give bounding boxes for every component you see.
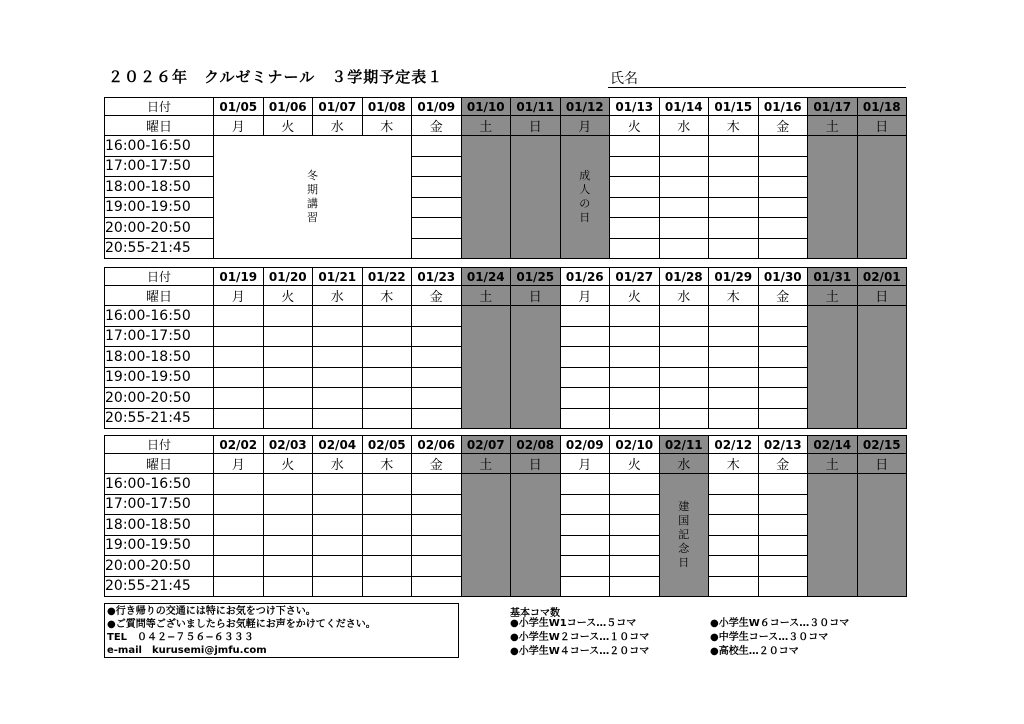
course-list-left xyxy=(510,617,649,659)
weekday-cell: 水 xyxy=(659,454,709,474)
schedule-cell[interactable] xyxy=(412,326,462,347)
schedule-cell[interactable] xyxy=(263,494,313,515)
schedule-cell[interactable] xyxy=(758,238,808,259)
schedule-cell[interactable] xyxy=(214,347,264,368)
date-cell: 01/14 xyxy=(659,98,709,116)
schedule-table-week-1 xyxy=(104,97,907,259)
weekday-cell: 金 xyxy=(412,454,462,474)
weekday-cell: 木 xyxy=(709,286,759,306)
closed-day-cell xyxy=(511,136,561,259)
weekday-cell: 日 xyxy=(511,286,561,306)
time-slot-label: 18:00-18:50 xyxy=(105,177,214,198)
schedule-cell[interactable] xyxy=(610,218,660,239)
schedule-cell[interactable] xyxy=(709,556,759,577)
date-cell: 01/10 xyxy=(461,98,511,116)
time-slot-label: 16:00-16:50 xyxy=(105,306,214,327)
schedule-cell[interactable] xyxy=(659,238,709,259)
schedule-cell[interactable] xyxy=(362,388,412,409)
schedule-cell[interactable] xyxy=(263,347,313,368)
weekday-cell: 月 xyxy=(560,454,610,474)
schedule-table-week-2 xyxy=(104,267,907,429)
schedule-cell[interactable] xyxy=(610,306,660,327)
weekday-cell: 土 xyxy=(461,116,511,136)
schedule-cell[interactable] xyxy=(412,494,462,515)
weekday-cell: 火 xyxy=(263,116,313,136)
schedule-cell[interactable] xyxy=(758,347,808,368)
closed-day-cell xyxy=(808,306,858,429)
schedule-cell[interactable] xyxy=(214,408,264,429)
schedule-cell[interactable] xyxy=(659,156,709,177)
weekday-cell: 日 xyxy=(511,116,561,136)
page-title: ２０２６年 クルゼミナール ３学期予定表１ xyxy=(108,68,444,86)
schedule-cell[interactable] xyxy=(560,408,610,429)
course-title: 基本コマ数 xyxy=(510,608,560,619)
schedule-cell[interactable] xyxy=(610,177,660,198)
date-cell: 01/05 xyxy=(214,98,264,116)
event-note-text: 建国記念日 xyxy=(678,500,690,569)
closed-day-cell xyxy=(857,474,907,597)
schedule-cell[interactable] xyxy=(362,408,412,429)
schedule-cell[interactable] xyxy=(313,474,363,495)
schedule-cell[interactable] xyxy=(412,306,462,327)
schedule-cell[interactable] xyxy=(313,408,363,429)
schedule-cell[interactable] xyxy=(560,494,610,515)
schedule-cell[interactable] xyxy=(362,515,412,536)
course-item: ●小学生W４コース…２０コマ xyxy=(510,646,650,657)
time-slot-label: 20:55-21:45 xyxy=(105,238,214,259)
schedule-cell[interactable] xyxy=(362,474,412,495)
schedule-cell[interactable] xyxy=(758,408,808,429)
date-cell: 01/11 xyxy=(511,98,561,116)
schedule-cell[interactable] xyxy=(610,535,660,556)
schedule-cell[interactable] xyxy=(362,556,412,577)
date-cell: 02/11 xyxy=(659,436,709,454)
schedule-cell[interactable] xyxy=(758,576,808,597)
time-slot-label: 20:00-20:50 xyxy=(105,218,214,239)
weekday-cell: 月 xyxy=(214,116,264,136)
date-cell: 02/02 xyxy=(214,436,264,454)
weekday-cell: 水 xyxy=(313,286,363,306)
schedule-cell[interactable] xyxy=(709,535,759,556)
time-slot-label: 16:00-16:50 xyxy=(105,474,214,495)
schedule-cell[interactable] xyxy=(412,238,462,259)
date-cell: 02/06 xyxy=(412,436,462,454)
schedule-cell[interactable] xyxy=(659,326,709,347)
schedule-cell[interactable] xyxy=(709,408,759,429)
weekday-cell: 金 xyxy=(758,116,808,136)
schedule-cell[interactable] xyxy=(610,556,660,577)
schedule-cell[interactable] xyxy=(709,326,759,347)
notice-box xyxy=(104,603,459,658)
date-cell: 01/28 xyxy=(659,268,709,286)
weekday-cell: 土 xyxy=(461,454,511,474)
weekday-cell: 月 xyxy=(560,286,610,306)
weekday-cell: 火 xyxy=(610,116,660,136)
schedule-cell[interactable] xyxy=(412,515,462,536)
schedule-cell[interactable] xyxy=(610,388,660,409)
time-slot-label: 20:55-21:45 xyxy=(105,576,214,597)
course-item: ●小学生W２コース…１０コマ xyxy=(510,632,650,643)
time-slot-label: 18:00-18:50 xyxy=(105,515,214,536)
date-label: 日付 xyxy=(105,436,214,454)
schedule-cell[interactable] xyxy=(263,576,313,597)
schedule-cell[interactable] xyxy=(659,367,709,388)
schedule-cell[interactable] xyxy=(313,494,363,515)
schedule-cell[interactable] xyxy=(709,238,759,259)
schedule-table-week-3 xyxy=(104,435,907,597)
date-cell: 01/17 xyxy=(808,98,858,116)
schedule-cell[interactable] xyxy=(412,367,462,388)
schedule-cell[interactable] xyxy=(214,556,264,577)
schedule-cell[interactable] xyxy=(313,306,363,327)
weekday-cell: 木 xyxy=(362,454,412,474)
schedule-cell[interactable] xyxy=(214,474,264,495)
closed-day-cell xyxy=(461,306,511,429)
course-item: ●小学生W６コース…３０コマ xyxy=(710,618,850,629)
date-cell: 02/01 xyxy=(857,268,907,286)
schedule-cell[interactable] xyxy=(610,197,660,218)
weekday-cell: 火 xyxy=(610,454,660,474)
schedule-cell[interactable] xyxy=(214,494,264,515)
schedule-cell[interactable] xyxy=(659,408,709,429)
date-cell: 01/30 xyxy=(758,268,808,286)
date-cell: 01/15 xyxy=(709,98,759,116)
schedule-cell[interactable] xyxy=(313,556,363,577)
closed-day-cell xyxy=(808,136,858,259)
time-slot-label: 19:00-19:50 xyxy=(105,197,214,218)
event-note xyxy=(560,136,610,259)
time-slot-label: 20:00-20:50 xyxy=(105,388,214,409)
weekday-cell: 金 xyxy=(412,116,462,136)
schedule-cell[interactable] xyxy=(709,494,759,515)
date-cell: 01/09 xyxy=(412,98,462,116)
closed-day-cell xyxy=(857,306,907,429)
weekday-label: 曜日 xyxy=(105,116,214,136)
schedule-cell[interactable] xyxy=(758,388,808,409)
schedule-cell[interactable] xyxy=(709,388,759,409)
course-list-right xyxy=(710,617,849,659)
schedule-cell[interactable] xyxy=(313,515,363,536)
schedule-cell[interactable] xyxy=(263,535,313,556)
weekday-cell: 火 xyxy=(263,454,313,474)
weekday-cell: 木 xyxy=(362,286,412,306)
schedule-cell[interactable] xyxy=(709,347,759,368)
schedule-cell[interactable] xyxy=(758,515,808,536)
date-cell: 02/03 xyxy=(263,436,313,454)
schedule-cell[interactable] xyxy=(214,515,264,536)
date-cell: 01/25 xyxy=(511,268,561,286)
time-slot-label: 19:00-19:50 xyxy=(105,367,214,388)
date-cell: 02/10 xyxy=(610,436,660,454)
time-slot-label: 16:00-16:50 xyxy=(105,136,214,157)
schedule-cell[interactable] xyxy=(709,197,759,218)
schedule-cell[interactable] xyxy=(362,367,412,388)
schedule-cell[interactable] xyxy=(610,347,660,368)
date-cell: 01/06 xyxy=(263,98,313,116)
schedule-cell[interactable] xyxy=(560,388,610,409)
weekday-cell: 水 xyxy=(313,116,363,136)
schedule-cell[interactable] xyxy=(610,515,660,536)
schedule-cell[interactable] xyxy=(758,136,808,157)
date-cell: 01/13 xyxy=(610,98,660,116)
schedule-cell[interactable] xyxy=(412,408,462,429)
name-label: 氏名 xyxy=(610,71,638,87)
schedule-cell[interactable] xyxy=(263,515,313,536)
email-address: e-mail kurusemi@jmfu.com xyxy=(107,645,267,656)
date-cell: 02/07 xyxy=(461,436,511,454)
notice-line: ●行き帰りの交通には特にお気をつけ下さい。 xyxy=(107,606,316,617)
weekday-cell: 水 xyxy=(659,116,709,136)
schedule-cell[interactable] xyxy=(560,367,610,388)
schedule-cell[interactable] xyxy=(560,556,610,577)
closed-day-cell xyxy=(511,306,561,429)
schedule-cell[interactable] xyxy=(214,367,264,388)
event-note-text: 冬期講習 xyxy=(307,169,318,224)
date-cell: 01/18 xyxy=(857,98,907,116)
date-cell: 02/08 xyxy=(511,436,561,454)
schedule-cell[interactable] xyxy=(214,306,264,327)
weekday-cell: 日 xyxy=(511,454,561,474)
weekday-cell: 土 xyxy=(461,286,511,306)
schedule-cell[interactable] xyxy=(313,367,363,388)
weekday-cell: 木 xyxy=(709,454,759,474)
date-cell: 02/05 xyxy=(362,436,412,454)
weekday-cell: 金 xyxy=(758,454,808,474)
schedule-cell[interactable] xyxy=(263,367,313,388)
date-cell: 01/23 xyxy=(412,268,462,286)
schedule-cell[interactable] xyxy=(758,367,808,388)
course-item: ●小学生W1コース…５コマ xyxy=(510,618,637,629)
schedule-cell[interactable] xyxy=(659,388,709,409)
schedule-cell[interactable] xyxy=(214,535,264,556)
date-cell: 02/15 xyxy=(857,436,907,454)
weekday-label: 曜日 xyxy=(105,454,214,474)
schedule-cell[interactable] xyxy=(610,367,660,388)
schedule-cell[interactable] xyxy=(313,347,363,368)
weekday-cell: 火 xyxy=(263,286,313,306)
schedule-cell[interactable] xyxy=(313,576,363,597)
schedule-cell[interactable] xyxy=(560,306,610,327)
time-slot-label: 17:00-17:50 xyxy=(105,494,214,515)
schedule-cell[interactable] xyxy=(758,177,808,198)
schedule-cell[interactable] xyxy=(412,197,462,218)
schedule-cell[interactable] xyxy=(709,515,759,536)
date-cell: 02/09 xyxy=(560,436,610,454)
time-slot-label: 20:00-20:50 xyxy=(105,556,214,577)
schedule-cell[interactable] xyxy=(610,326,660,347)
date-cell: 01/12 xyxy=(560,98,610,116)
schedule-cell[interactable] xyxy=(758,326,808,347)
weekday-label: 曜日 xyxy=(105,286,214,306)
schedule-cell[interactable] xyxy=(263,474,313,495)
schedule-cell[interactable] xyxy=(263,556,313,577)
schedule-cell[interactable] xyxy=(313,535,363,556)
schedule-cell[interactable] xyxy=(560,515,610,536)
schedule-cell[interactable] xyxy=(263,326,313,347)
schedule-cell[interactable] xyxy=(362,494,412,515)
closed-day-cell xyxy=(808,474,858,597)
schedule-cell[interactable] xyxy=(560,474,610,495)
schedule-cell[interactable] xyxy=(313,388,363,409)
weekday-cell: 土 xyxy=(808,286,858,306)
schedule-cell[interactable] xyxy=(709,576,759,597)
schedule-cell[interactable] xyxy=(758,474,808,495)
schedule-cell[interactable] xyxy=(659,136,709,157)
weekday-cell: 土 xyxy=(808,116,858,136)
schedule-cell[interactable] xyxy=(758,494,808,515)
date-label: 日付 xyxy=(105,268,214,286)
date-cell: 02/14 xyxy=(808,436,858,454)
schedule-cell[interactable] xyxy=(362,306,412,327)
schedule-cell[interactable] xyxy=(610,474,660,495)
time-slot-label: 18:00-18:50 xyxy=(105,347,214,368)
closed-day-cell xyxy=(511,474,561,597)
schedule-cell[interactable] xyxy=(709,367,759,388)
time-slot-label: 19:00-19:50 xyxy=(105,535,214,556)
date-cell: 01/07 xyxy=(313,98,363,116)
schedule-cell[interactable] xyxy=(610,136,660,157)
schedule-cell[interactable] xyxy=(362,576,412,597)
schedule-cell[interactable] xyxy=(709,474,759,495)
schedule-cell[interactable] xyxy=(709,156,759,177)
date-cell: 01/27 xyxy=(610,268,660,286)
weekday-cell: 水 xyxy=(659,286,709,306)
closed-day-cell xyxy=(461,474,511,597)
date-label: 日付 xyxy=(105,98,214,116)
schedule-cell[interactable] xyxy=(758,197,808,218)
weekday-cell: 日 xyxy=(857,454,907,474)
schedule-cell[interactable] xyxy=(412,156,462,177)
date-cell: 01/08 xyxy=(362,98,412,116)
schedule-cell[interactable] xyxy=(412,177,462,198)
date-cell: 01/22 xyxy=(362,268,412,286)
closed-day-cell xyxy=(857,136,907,259)
schedule-cell[interactable] xyxy=(362,326,412,347)
schedule-cell[interactable] xyxy=(659,347,709,368)
date-cell: 01/21 xyxy=(313,268,363,286)
schedule-cell[interactable] xyxy=(560,576,610,597)
event-note xyxy=(659,474,709,597)
schedule-cell[interactable] xyxy=(610,408,660,429)
schedule-cell[interactable] xyxy=(214,326,264,347)
schedule-cell[interactable] xyxy=(610,576,660,597)
weekday-cell: 火 xyxy=(610,286,660,306)
event-note xyxy=(214,136,412,259)
name-input-line[interactable] xyxy=(608,87,906,88)
schedule-cell[interactable] xyxy=(263,388,313,409)
phone-number: TEL ０４２−７５６−６３３３ xyxy=(107,632,254,643)
event-note-text: 成人の日 xyxy=(579,169,591,224)
schedule-cell[interactable] xyxy=(610,494,660,515)
weekday-cell: 月 xyxy=(214,286,264,306)
weekday-cell: 金 xyxy=(412,286,462,306)
schedule-cell[interactable] xyxy=(709,177,759,198)
schedule-cell[interactable] xyxy=(263,408,313,429)
date-cell: 02/12 xyxy=(709,436,759,454)
schedule-cell[interactable] xyxy=(412,347,462,368)
date-cell: 02/13 xyxy=(758,436,808,454)
schedule-cell[interactable] xyxy=(610,238,660,259)
schedule-cell[interactable] xyxy=(412,556,462,577)
date-cell: 02/04 xyxy=(313,436,363,454)
course-item: ●中学生コース…３０コマ xyxy=(710,632,829,643)
schedule-cell[interactable] xyxy=(412,136,462,157)
weekday-cell: 木 xyxy=(362,116,412,136)
schedule-cell[interactable] xyxy=(758,535,808,556)
date-cell: 01/20 xyxy=(263,268,313,286)
schedule-cell[interactable] xyxy=(362,347,412,368)
time-slot-label: 17:00-17:50 xyxy=(105,326,214,347)
schedule-cell[interactable] xyxy=(659,177,709,198)
weekday-cell: 月 xyxy=(560,116,610,136)
schedule-cell[interactable] xyxy=(758,556,808,577)
weekday-cell: 木 xyxy=(709,116,759,136)
schedule-cell[interactable] xyxy=(709,306,759,327)
schedule-cell[interactable] xyxy=(758,306,808,327)
schedule-cell[interactable] xyxy=(362,535,412,556)
schedule-cell[interactable] xyxy=(610,156,660,177)
schedule-cell[interactable] xyxy=(758,156,808,177)
date-cell: 01/29 xyxy=(709,268,759,286)
schedule-cell[interactable] xyxy=(214,388,264,409)
schedule-cell[interactable] xyxy=(313,326,363,347)
date-cell: 01/19 xyxy=(214,268,264,286)
schedule-cell[interactable] xyxy=(659,306,709,327)
schedule-cell[interactable] xyxy=(214,576,264,597)
time-slot-label: 17:00-17:50 xyxy=(105,156,214,177)
schedule-cell[interactable] xyxy=(659,218,709,239)
schedule-cell[interactable] xyxy=(412,218,462,239)
course-item: ●高校生…２０コマ xyxy=(710,646,799,657)
schedule-cell[interactable] xyxy=(709,136,759,157)
weekday-cell: 金 xyxy=(758,286,808,306)
schedule-cell[interactable] xyxy=(758,218,808,239)
schedule-cell[interactable] xyxy=(560,326,610,347)
notice-line: ●ご質問等ございましたらお気軽にお声をかけてください。 xyxy=(107,619,376,630)
schedule-cell[interactable] xyxy=(709,218,759,239)
schedule-cell[interactable] xyxy=(659,197,709,218)
date-cell: 01/31 xyxy=(808,268,858,286)
schedule-cell[interactable] xyxy=(412,474,462,495)
schedule-cell[interactable] xyxy=(412,535,462,556)
weekday-cell: 日 xyxy=(857,286,907,306)
schedule-cell[interactable] xyxy=(412,388,462,409)
date-cell: 01/16 xyxy=(758,98,808,116)
schedule-cell[interactable] xyxy=(263,306,313,327)
weekday-cell: 日 xyxy=(857,116,907,136)
schedule-cell[interactable] xyxy=(560,347,610,368)
date-cell: 01/26 xyxy=(560,268,610,286)
weekday-cell: 月 xyxy=(214,454,264,474)
closed-day-cell xyxy=(461,136,511,259)
time-slot-label: 20:55-21:45 xyxy=(105,408,214,429)
weekday-cell: 水 xyxy=(313,454,363,474)
schedule-cell[interactable] xyxy=(412,576,462,597)
date-cell: 01/24 xyxy=(461,268,511,286)
weekday-cell: 土 xyxy=(808,454,858,474)
schedule-cell[interactable] xyxy=(560,535,610,556)
